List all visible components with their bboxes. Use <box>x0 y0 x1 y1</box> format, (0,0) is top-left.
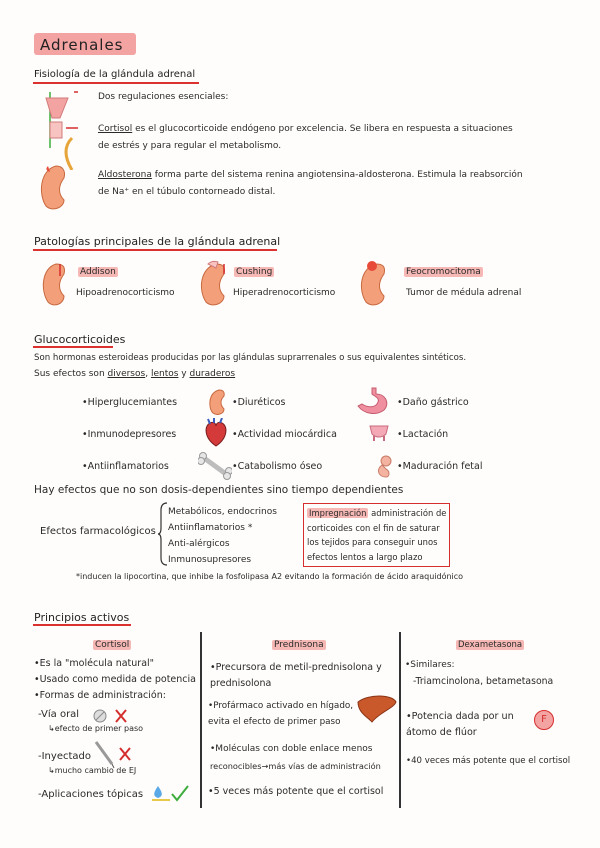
pathology-cushing-name: Cushing <box>236 267 273 277</box>
regulations-intro: Dos regulaciones esenciales: <box>98 92 229 102</box>
kidney-cushing-icon <box>196 260 230 308</box>
kidney-tumor-icon <box>356 260 390 308</box>
adrenal-diagram-icon <box>38 88 86 170</box>
pharmacological-effects-list <box>168 504 277 568</box>
liver-icon <box>356 694 398 724</box>
kidney-small-icon <box>206 388 228 416</box>
dexa-fluor: •Potencia dada por un átomo de flúor <box>406 711 514 738</box>
pill-crossed-icon <box>92 708 132 724</box>
dexa-potency: •40 veces más potente que el cortisol <box>406 756 571 766</box>
pathology-feocromocitoma-name: Feocromocitoma <box>406 267 481 277</box>
route-injected: -Inyectado <box>38 751 91 762</box>
pharm-item: Metabólicos, endocrinos <box>168 507 277 517</box>
cortisol-term: Cortisol <box>98 124 133 134</box>
aldosterone-term: Aldosterona <box>98 170 152 180</box>
effect-item: •Inmunodepresores <box>82 429 177 440</box>
heart-icon <box>202 418 230 448</box>
pharm-item: Anti-alérgicos <box>168 539 230 549</box>
udder-icon <box>368 424 390 442</box>
fluorine-badge: F <box>534 710 554 730</box>
pathology-addison-name: Addison <box>80 267 116 277</box>
effect-item: •Diuréticos <box>232 397 286 408</box>
effect-item: •Actividad miocárdica <box>232 429 337 440</box>
dexa-similar-list: -Triamcinolona, betametasona <box>413 676 554 687</box>
effect-item: •Hiperglucemiantes <box>82 397 178 408</box>
kidney-icon <box>36 164 70 212</box>
pharm-item: Antiinflamatorios * <box>168 523 253 533</box>
pharm-item: Inmunosupresores <box>168 555 252 565</box>
brace-icon <box>158 502 168 566</box>
effects-sentence: Sus efectos son diversos, lentos y duraderos <box>34 369 236 379</box>
bone-icon <box>198 452 232 480</box>
aldosterone-line1: forma parte del sistema renina angiotensina-aldosterona. Estimula la reabsorción <box>154 170 523 180</box>
prednisona-block2: •Profármaco activado en hígado, evita el efecto de primer paso <box>208 701 354 727</box>
pharmacological-effects-label: Efectos farmacológicos <box>40 526 156 537</box>
pathology-feocromocitoma-desc: Tumor de médula adrenal <box>406 288 522 298</box>
route-oral-note: ↳efecto de primer paso <box>48 724 144 733</box>
prednisona-block1: •Precursora de metil-prednisolona y prednisolona <box>210 662 382 689</box>
effect-item: •Catabolismo óseo <box>232 461 323 472</box>
cortisol-column: •Es la "molécula natural" •Usado como medida de potencia •Formas de administración: <box>34 658 196 701</box>
pathology-cushing-desc: Hiperadrenocorticismo <box>233 288 336 298</box>
glucocorticoid-definition: Son hormonas esteroideas producidas por las glándulas suprarrenales o sus equivalentes sintéticos. <box>34 353 467 363</box>
effect-item: •Antiinflamatorios <box>82 461 169 472</box>
cortisol-line2: de estrés y para regular el metabolismo. <box>98 141 282 151</box>
lipocortin-footnote: *inducen la lipocortina, que inhibe la fosfolipasa A2 evitando la formación de ácido araquidónico <box>76 572 464 581</box>
effect-item: •Lactación <box>397 429 449 440</box>
route-injected-note: ↳mucho cambio de EJ <box>48 766 137 775</box>
aldosterone-paragraph <box>98 167 570 183</box>
section-heading-patologias: Patologías principales de la glándula adrenal <box>34 235 281 248</box>
route-topical: -Aplicaciones tópicas <box>38 789 144 800</box>
effect-item: •Maduración fetal <box>397 461 483 472</box>
kidney-addison-icon <box>38 262 68 308</box>
col-head-dexametasona: Dexametasona <box>458 640 523 650</box>
col-head-prednisona: Prednisona <box>274 640 324 650</box>
fetus-icon <box>374 455 394 479</box>
prednisona-potency: •5 veces más potente que el cortisol <box>208 786 384 797</box>
prednisona-block3: •Moléculas con doble enlace menos reconocibles→más vías de administración <box>210 744 381 771</box>
stomach-icon <box>356 386 392 416</box>
section-heading-glucocorticoides: Glucocorticoides <box>34 333 126 346</box>
cortisol-line1: es el glucocorticoide endógeno por excelencia. Se libera en respuesta a situaciones <box>135 124 513 134</box>
section-heading-fisiologia: Fisiología de la glándula adrenal <box>34 69 196 80</box>
section-heading-principios: Principios activos <box>34 611 130 624</box>
cortisol-paragraph <box>98 121 570 137</box>
dexa-similar-label: •Similares: <box>405 660 455 670</box>
effect-item: •Daño gástrico <box>397 397 469 408</box>
aldosterone-line2: de Na⁺ en el túbulo contorneado distal. <box>98 187 276 197</box>
drop-check-icon <box>150 784 190 804</box>
route-oral: -Vía oral <box>38 709 80 720</box>
impregnation-text: Impregnación administración de corticoides con el fin de saturar los tejidos para conseguir unos efectos lentos a largo plazo <box>307 508 447 562</box>
page-title: Adrenales <box>40 36 124 54</box>
dose-dependency-note: Hay efectos que no son dosis-dependientes sino tiempo dependientes <box>34 484 404 496</box>
col-head-cortisol: Cortisol <box>95 640 130 650</box>
pathology-addison-desc: Hipoadrenocorticismo <box>76 288 175 298</box>
